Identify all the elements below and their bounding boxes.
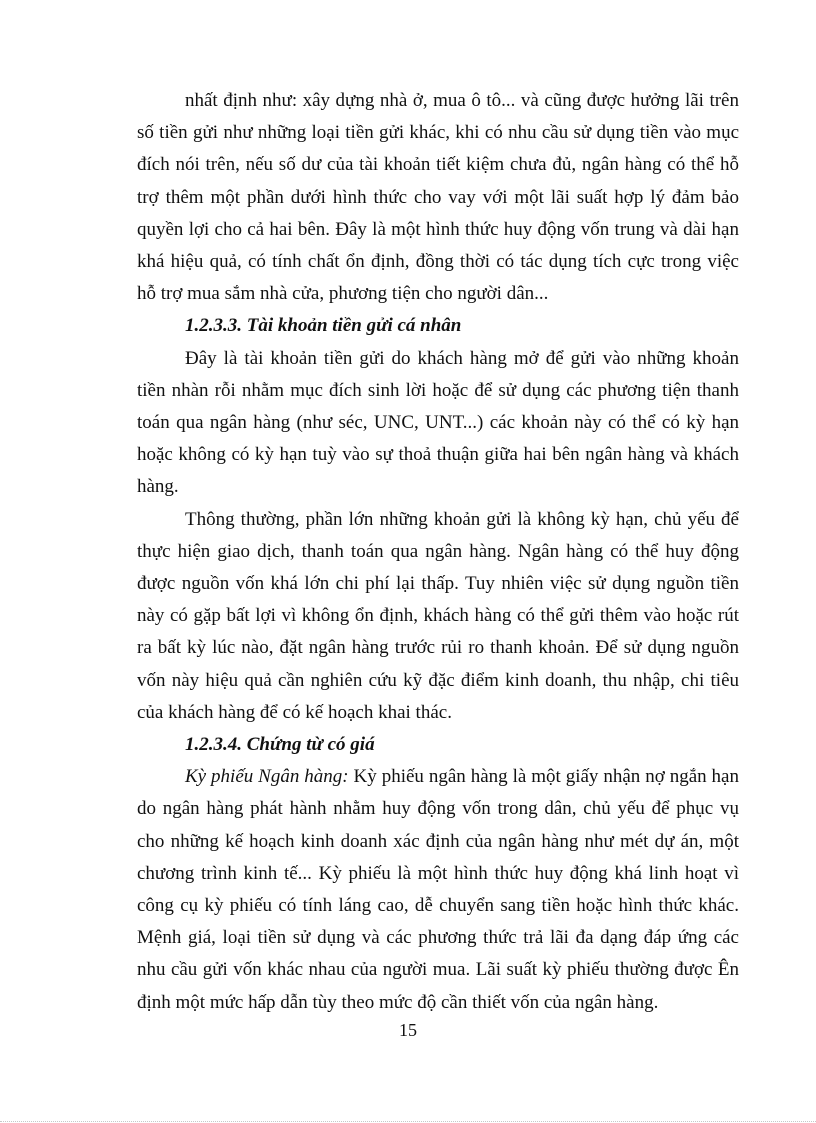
body-text: [137, 85, 739, 1019]
page-bottom-divider: [0, 1121, 816, 1122]
paragraph-bank-bills: [137, 761, 739, 1019]
paragraph-lead-term: Kỳ phiếu Ngân hàng:: [185, 766, 349, 788]
section-heading-1-2-3-3: 1.2.3.3. Tài khoản tiền gửi cá nhân: [185, 315, 462, 337]
paragraph-demand-deposits: Thông thường, phần lớn những khoản gửi là không kỳ hạn, chủ yếu để thực hiện giao dịch, thanh toán qua ngân hàng. Ngân hàng có thể huy động được nguồn vốn khá lớn chi phí lại thấp. Tuy nhiên việc sử dụng nguồn tiền này có gặp bất lợi vì không ổn định, khách hàng có thể gửi thêm vào hoặc rút ra bất kỳ lúc nào, đặt ngân hàng trước rủi ro thanh khoản. Để sử dụng nguồn vốn này hiệu quả cần nghiên cứu kỹ đặc điểm kinh doanh, thu nhập, chi tiêu của khách hàng để có kế hoạch khai thác.: [137, 508, 739, 723]
section-heading-1-2-3-4: 1.2.3.4. Chứng từ có giá: [185, 734, 375, 756]
paragraph-personal-deposit-account: Đây là tài khoản tiền gửi do khách hàng mở để gửi vào những khoản tiền nhàn rỗi nhằm mục đích sinh lời hoặc để sử dụng các phương tiện thanh toán qua ngân hàng (như séc, UNC, UNT...) các khoản này có thể có kỳ hạn hoặc không có kỳ hạn tuỳ vào sự thoả thuận giữa hai bên ngân hàng và khách hàng.: [137, 347, 739, 498]
paragraph-bank-bills-body: Kỳ phiếu ngân hàng là một giấy nhận nợ ngắn hạn do ngân hàng phát hành nhằm huy động vốn trong dân, chủ yếu để phục vụ cho những kế hoạch kinh doanh xác định của ngân hàng như mét dự án, một chương trình kinh tế... Kỳ phiếu là một hình thức huy động khá linh hoạt vì công cụ kỳ phiếu có tính láng cao, dễ chuyển sang tiền hoặc hình thức khác. Mệnh giá, loại tiền sử dụng và các phương thức trả lãi đa dạng đáp ứng các nhu cầu gửi vốn khác nhau của người mua. Lãi suất kỳ phiếu thường được Ên định một mức hấp dẫn tùy theo mức độ cần thiết vốn của ngân hàng.: [137, 766, 739, 1013]
paragraph-continued: nhất định như: xây dựng nhà ở, mua ô tô... và cũng được hưởng lãi trên số tiền gửi như những loại tiền gửi khác, khi có nhu cầu sử dụng tiền vào mục đích nói trên, nếu số dư của tài khoản tiết kiệm chưa đủ, ngân hàng có thể hỗ trợ thêm một phần dưới hình thức cho vay với một lãi suất hợp lý đảm bảo quyền lợi cho cả hai bên. Đây là một hình thức huy động vốn trung và dài hạn khá hiệu quả, có tính chất ổn định, đồng thời có tác dụng tích cực trong việc hỗ trợ mua sắm nhà cửa, phương tiện cho người dân...: [137, 90, 739, 305]
page-number: 15: [399, 1020, 417, 1040]
